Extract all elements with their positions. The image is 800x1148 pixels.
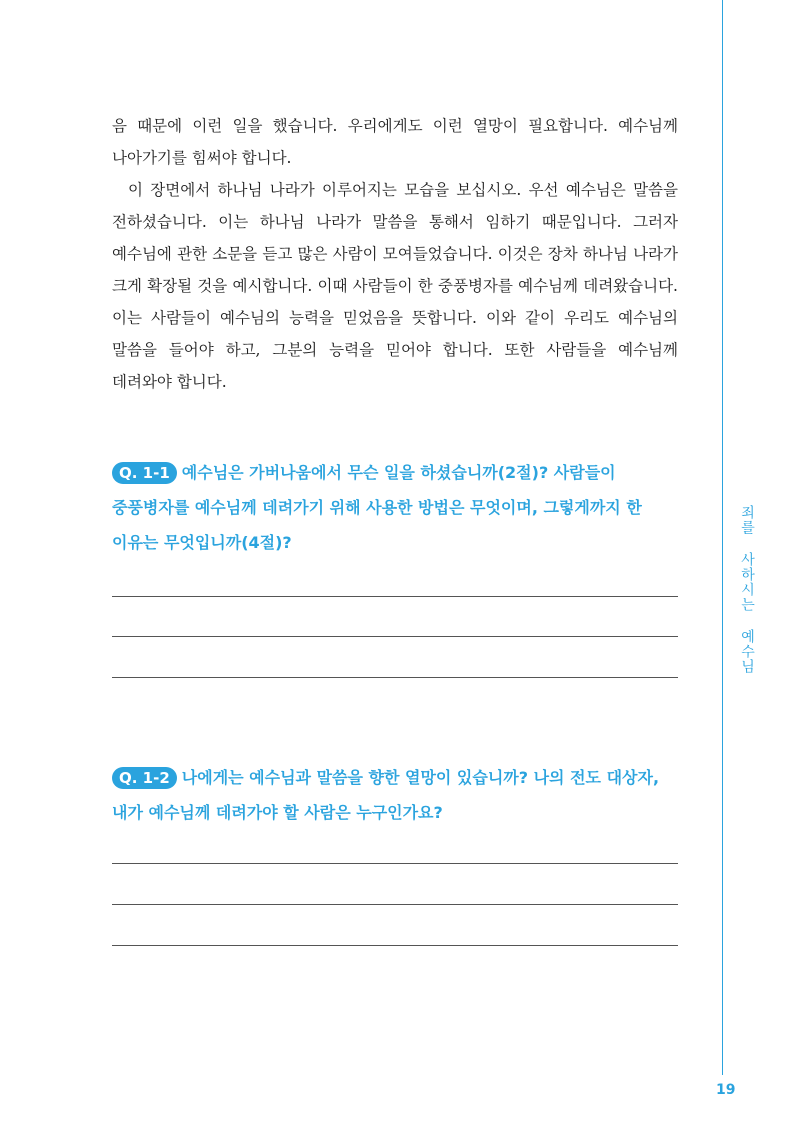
question-badge: Q. 1-1	[112, 462, 177, 484]
answer-line[interactable]	[112, 945, 678, 946]
question-text: 예수님은 가버나움에서 무슨 일을 하셨습니까(2절)? 사람들이 중풍병자를 예수님께 데려가기 위해 사용한 방법은 무엇이며, 그렇게까지 한 이유는 무엇입니까(4절)?	[112, 463, 642, 552]
answer-line[interactable]	[112, 636, 678, 637]
paragraph-1: 음 때문에 이런 일을 했습니다. 우리에게도 이런 열망이 필요합니다. 예수님께 나아가기를 힘써야 합니다.	[112, 117, 678, 167]
page-number: 19	[716, 1082, 736, 1098]
question-badge: Q. 1-2	[112, 767, 177, 789]
chapter-title: 죄를 사하시는 예수님	[739, 505, 755, 674]
answer-line[interactable]	[112, 904, 678, 905]
answer-line[interactable]	[112, 596, 678, 597]
side-rule	[722, 0, 723, 1075]
answer-line[interactable]	[112, 863, 678, 864]
paragraph-2: 이 장면에서 하나님 나라가 이루어지는 모습을 보십시오. 우선 예수님은 말씀을 전하셨습니다. 이는 하나님 나라가 말씀을 통해서 임하기 때문입니다. 그러자 예수님에 관한 소문을 듣고 많은 사람이 모여들었습니다. 이것은 장차 하나님 나라가 크게 확장될 것을 예시합니다. 이때 사람들이 한 중풍병자를 예수님께 데려왔습니다. 이는 사람들이 예수님의 능력을 믿었음을 뜻합니다. 이와 같이 우리도 예수님의 말씀을 들어야 하고, 그분의 능력을 믿어야 합니다. 또한 사람들을 예수님께 데려와야 합니다.	[112, 181, 678, 391]
body-text	[112, 110, 678, 398]
question-1-1	[112, 455, 682, 560]
question-text: 나에게는 예수님과 말씀을 향한 열망이 있습니까? 나의 전도 대상자, 내가 예수님께 데려가야 할 사람은 누구인가요?	[112, 768, 660, 822]
question-1-2	[112, 760, 682, 830]
answer-line[interactable]	[112, 677, 678, 678]
